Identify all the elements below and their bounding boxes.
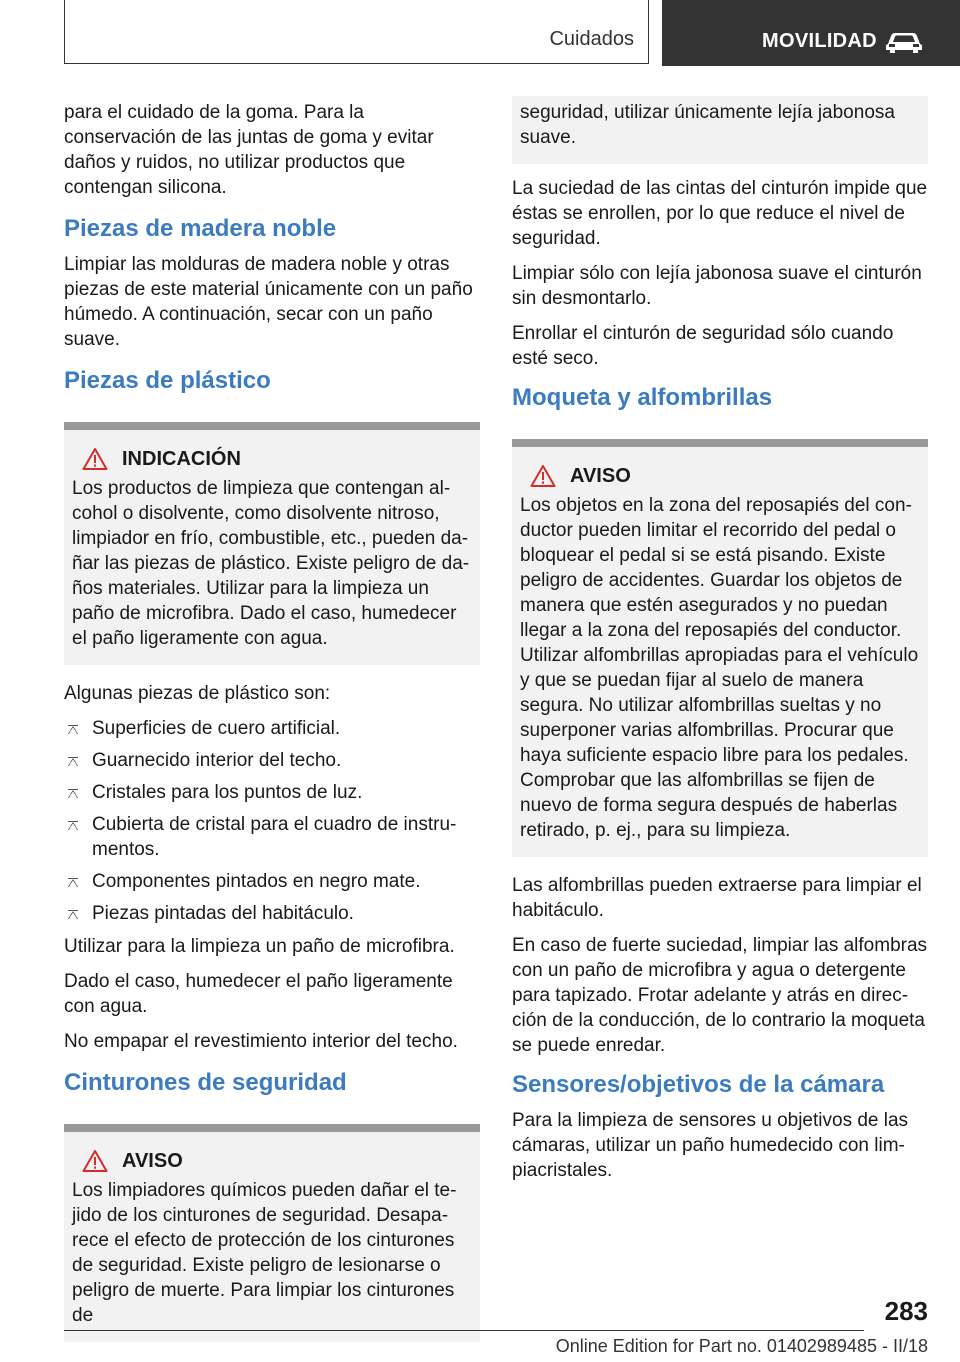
carpet-paragraph-1: Las alfombrillas pueden extraerse para limpiar el habitáculo. (512, 875, 922, 921)
list-item: Cubierta de cristal para el cuadro de instrumentos. (64, 812, 480, 862)
page-number: 283 (884, 1296, 928, 1326)
wood-heading: Piezas de madera noble (64, 215, 337, 242)
list-item: Cristales para los puntos de luz. (64, 780, 480, 805)
warning-icon (530, 464, 556, 488)
plastic-list (64, 716, 480, 926)
plastic-note (64, 422, 480, 665)
carpet-note (512, 439, 928, 857)
footer-divider (64, 1330, 864, 1331)
warning-icon (82, 447, 108, 471)
intro-paragraph: para el cuidado de la goma. Para la conservación de las juntas de goma y evitar daños y ruidos, no utilizar productos que contengan silicona. (64, 102, 434, 198)
warning-icon (82, 1149, 108, 1173)
bullet-triangle-icon (68, 725, 78, 734)
belts-note (64, 1124, 480, 1342)
after-list-3: No empapar el revestimiento interior del techo. (64, 1031, 458, 1052)
belts-paragraph-1: La suciedad de las cintas del cinturón impide que éstas se enrollen, por lo que reduce el nivel de seguridad. (512, 178, 928, 249)
note-text: Los objetos en la zona del reposapiés del conductor pueden limitar el recorrido del pedal o bloquear el pedal si se está pisando. Existe peligro de accidentes. Guardar los objetos de manera que estén asegurados y no puedan llegar a la zona del reposapiés del conductor. Utilizar alfombrillas apropiadas para el vehículo y que se puedan fijar al suelo de manera segura. No utilizar alfombrillas sueltas y no superponer varias alfombrillas. Procurar que haya suficiente espacio libre para los pedales. Comprobar que las alfombrillas se fijen de nuevo de forma segura después de haberlas retirado, p. ej., para su limpieza. (520, 495, 919, 841)
plastic-heading: Piezas de plástico (64, 367, 271, 394)
bullet-triangle-icon (68, 910, 78, 919)
list-item: Superficies de cuero artificial. (64, 716, 480, 741)
bullet-triangle-icon (68, 757, 78, 766)
belts-heading: Cinturones de seguridad (64, 1069, 347, 1096)
bullet-triangle-icon (68, 878, 78, 887)
list-item: Componentes pintados en negro mate. (64, 869, 480, 894)
carpet-heading: Moqueta y alfombrillas (512, 384, 773, 411)
left-column (64, 100, 480, 1358)
list-item: Guarnecido interior del techo. (64, 748, 480, 773)
note-title: INDICACIÓN (122, 448, 241, 470)
list-item: Piezas pintadas del habitáculo. (64, 901, 480, 926)
bullet-triangle-icon (68, 821, 78, 830)
footer-edition: Online Edition for Part no. 01402989485 - II/18 (555, 1336, 928, 1356)
after-list-2: Dado el caso, humedecer el paño ligeramente con agua. (64, 971, 453, 1017)
section-tab (64, 0, 649, 64)
belts-paragraph-3: Enrollar el cinturón de seguridad sólo cuando esté seco. (512, 323, 894, 369)
bullet-triangle-icon (68, 789, 78, 798)
belts-note-continued (512, 96, 928, 164)
carpet-paragraph-2: En caso de fuerte suciedad, limpiar las alfombras con un paño de microfibra y agua o detergente para tapizado. Frotar adelante y atrás en dirección de la conducción, de lo contrario la moqueta se puede enredar. (512, 935, 928, 1056)
sensor-paragraph: Para la limpieza de sensores u objetivos de las cámaras, utilizar un paño humedecido con limpiacristales. (512, 1110, 909, 1181)
belts-paragraph-2: Limpiar sólo con lejía jabonosa suave el cinturón sin desmontarlo. (512, 263, 922, 309)
chapter-tab (662, 0, 960, 66)
note-text: seguridad, utilizar únicamente lejía jabonosa suave. (520, 102, 895, 148)
note-title: AVISO (122, 1150, 183, 1172)
list-intro: Algunas piezas de plástico son: (64, 683, 331, 704)
wood-paragraph: Limpiar las molduras de madera noble y otras piezas de este material únicamente con un paño húmedo. A continuación, secar con un paño suave. (64, 254, 473, 350)
car-icon (884, 28, 924, 54)
note-title: AVISO (570, 465, 631, 487)
page-header (0, 0, 960, 66)
right-column (512, 100, 928, 1193)
sensor-heading: Sensores/objetivos de la cámara (512, 1071, 885, 1098)
note-text: Los limpiadores químicos pueden dañar el tejido de los cinturones de seguridad. Desaparece el efecto de protección de los cinturones de seguridad. Existe peligro de lesionarse o peligro de muerte. Para limpiar los cinturones de (72, 1180, 457, 1326)
section-title: Cuidados (549, 28, 634, 50)
chapter-title: MOVILIDAD (762, 30, 877, 52)
after-list-1: Utilizar para la limpieza un paño de microfibra. (64, 936, 455, 957)
note-text: Los productos de limpieza que contengan alcohol o disolvente, como disolvente nitroso, limpiador en frío, combustible, etc., pueden dañar las piezas de plástico. Existe peligro de daños materiales. Utilizar para la limpieza un paño de microfibra. Dado el caso, humedecer el paño ligeramente con agua. (72, 478, 470, 649)
